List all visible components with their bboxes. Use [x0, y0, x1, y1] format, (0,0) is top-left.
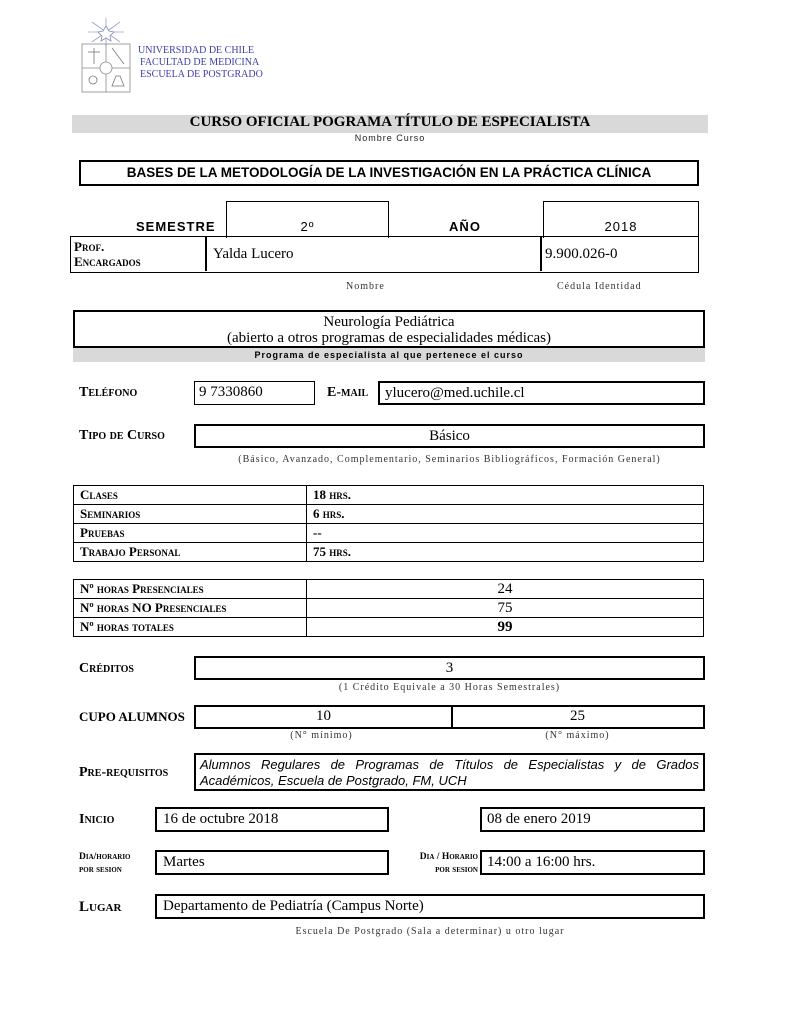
row-label: Trabajo Personal — [74, 543, 307, 562]
name-caption: Nombre — [346, 281, 385, 292]
phone-label: Teléfono — [79, 385, 138, 400]
row-label: Clases — [74, 486, 307, 505]
row-value[interactable]: 18 hrs. — [307, 486, 704, 505]
credits-value: 3 — [445, 660, 454, 676]
end-date-value: 08 de enero 2019 — [487, 811, 591, 827]
course-name-box — [79, 160, 699, 186]
table-row — [74, 505, 704, 524]
capacity-max-field[interactable]: 25 — [570, 708, 585, 724]
row-value[interactable]: 6 hrs. — [307, 505, 704, 524]
capacity-min-field[interactable]: 10 — [316, 708, 331, 724]
credits-field[interactable] — [194, 656, 705, 680]
year-label: AÑO — [449, 219, 481, 234]
row-label: Pruebas — [74, 524, 307, 543]
professor-id-field[interactable]: 9.900.026-0 — [545, 246, 618, 262]
row-value[interactable]: 75 — [307, 599, 704, 618]
prerequisites-field[interactable] — [194, 753, 705, 791]
course-banner-title: CURSO OFICIAL POGRAMA TÍTULO DE ESPECIALISTA — [189, 114, 591, 130]
course-type-field[interactable] — [194, 424, 705, 448]
table-row — [74, 580, 704, 599]
hours-totals-table — [73, 579, 704, 637]
time-label: Dia / Horario por sesion — [419, 852, 478, 875]
email-value: ylucero@med.uchile.cl — [385, 385, 525, 401]
credits-caption: (1 Crédito Equivale a 30 Horas Semestrales) — [338, 682, 561, 693]
time-value: 14:00 a 16:00 hrs. — [487, 854, 596, 870]
capacity-label: CUPO ALUMNOS — [79, 709, 185, 724]
row-value[interactable]: 99 — [307, 618, 704, 637]
prerequisites-value: Alumnos Regulares de Programas de Títulos de Especialistas y de Grados Académicos, Escuela de Postgrado, FM, UCH — [200, 757, 699, 788]
location-caption: Escuela De Postgrado (Sala a determinar) u otro lugar — [295, 926, 565, 937]
row-value[interactable]: 75 hrs. — [307, 543, 704, 562]
professors-label: Prof. Encargados — [74, 239, 141, 269]
professors-row — [70, 236, 699, 273]
row-label: Nº horas totales — [74, 618, 307, 637]
school-line: ESCUELA DE POSTGRADO — [140, 69, 263, 80]
day-field[interactable] — [155, 850, 389, 875]
course-banner-subtitle: Nombre Curso — [354, 133, 426, 143]
row-label: Nº horas Presenciales — [74, 580, 307, 599]
end-date-field[interactable] — [480, 807, 705, 832]
university-crest-icon — [80, 18, 132, 94]
row-label: Nº horas NO Presenciales — [74, 599, 307, 618]
time-field[interactable] — [480, 850, 705, 875]
row-label: Seminarios — [74, 505, 307, 524]
table-row — [74, 524, 704, 543]
capacity-max-caption: (N° máximo) — [545, 730, 610, 741]
semester-label: SEMESTRE — [136, 219, 216, 234]
table-row — [74, 486, 704, 505]
hours-breakdown-table — [73, 485, 704, 562]
year-field[interactable] — [543, 201, 699, 238]
phone-field[interactable] — [194, 381, 315, 405]
program-name: Neurología Pediátrica — [323, 314, 455, 330]
program-note: (abierto a otros programas de especialidades médicas) — [226, 330, 552, 346]
start-date-field[interactable] — [155, 807, 389, 832]
course-type-options: (Básico, Avanzado, Complementario, Seminarios Bibliográficos, Formación General) — [238, 454, 661, 465]
course-type-value: Básico — [429, 428, 470, 444]
program-box[interactable] — [73, 310, 705, 348]
start-date-value: 16 de octubre 2018 — [163, 811, 279, 827]
email-field[interactable] — [378, 381, 705, 405]
semester-field[interactable] — [226, 201, 389, 238]
row-value[interactable]: -- — [307, 524, 704, 543]
id-caption: Cédula Identidad — [557, 281, 642, 292]
professor-name-field[interactable]: Yalda Lucero — [213, 246, 294, 262]
credits-label: Créditos — [79, 661, 134, 676]
row-value[interactable]: 24 — [307, 580, 704, 599]
program-caption: Programa de especialista al que pertenece el curso — [73, 348, 705, 362]
day-value: Martes — [163, 854, 205, 870]
semester-value: 2º — [300, 219, 315, 234]
table-row — [74, 599, 704, 618]
university-name-block — [138, 45, 263, 81]
year-value: 2018 — [604, 219, 638, 234]
table-row — [74, 543, 704, 562]
phone-value: 9 7330860 — [199, 384, 263, 400]
location-value: Departamento de Pediatría (Campus Norte) — [163, 898, 424, 914]
day-label: Dia/horario por sesion — [79, 852, 131, 875]
capacity-field — [194, 705, 705, 729]
university-crest — [80, 18, 132, 94]
table-row — [74, 618, 704, 637]
location-label: Lugar — [79, 899, 122, 915]
location-field[interactable] — [155, 894, 705, 919]
start-label: Inicio — [79, 812, 115, 827]
course-type-label: Tipo de Curso — [79, 428, 165, 443]
prerequisites-label: Pre-requisitos — [79, 765, 169, 780]
faculty-line: FACULTAD DE MEDICINA — [140, 57, 260, 68]
university-line: UNIVERSIDAD DE CHILE — [138, 45, 255, 56]
email-label: E-mail — [327, 385, 369, 400]
course-name: BASES DE LA METODOLOGÍA DE LA INVESTIGACIÓN EN LA PRÁCTICA CLÍNICA — [126, 165, 652, 180]
capacity-min-caption: (N° mínimo) — [290, 730, 353, 741]
